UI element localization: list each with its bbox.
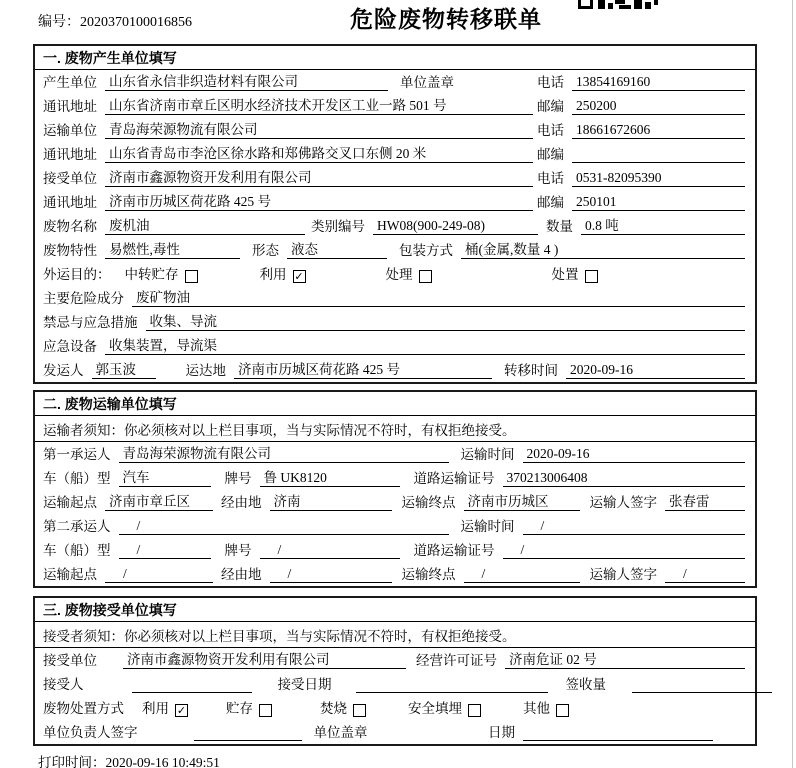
carrier2-name-field: /: [119, 518, 449, 535]
section-2-heading: 二. 废物运输单位填写: [35, 392, 755, 416]
checkbox-utilize-2-checked-icon: ✓: [176, 704, 187, 717]
consignor-row: [35, 358, 755, 382]
precaution-row: [35, 310, 755, 334]
option-label: 处置: [551, 267, 579, 282]
purpose-row: [35, 262, 755, 286]
zip-label: 邮编: [537, 195, 564, 210]
carrier1-name-field: 青岛海荣源物流有限公司: [119, 446, 449, 463]
terminus-label: 运输终点: [401, 567, 456, 582]
transporter-phone-field: 18661672606: [572, 122, 745, 139]
option-label: 贮存: [226, 701, 253, 716]
precaution-field: 收集、导流: [146, 314, 746, 331]
origin-label: 运输起点: [43, 495, 97, 510]
transfer-time-label: 转移时间: [504, 363, 558, 378]
waste-traits-field: 易燃性,毒性: [105, 242, 240, 259]
qr-code-fragment-icon: [578, 0, 658, 9]
transporter-notice-row: [35, 416, 755, 442]
quantity-field: 0.8 吨: [581, 218, 745, 235]
disposal-option-incinerate: [320, 701, 366, 717]
waste-name-row: [35, 214, 755, 238]
serial-label: 编号：: [38, 15, 80, 30]
section-1-heading: 一. 废物产生单位填写: [35, 46, 755, 70]
receiver-unit-field: 济南市鑫源物资开发利用有限公司: [123, 652, 406, 669]
title-wrap: [96, 1, 796, 34]
receiver-notice-text: 你必须核对以上栏目事项，当与实际情况不符时，有权拒绝接受。: [124, 628, 516, 644]
hazard-row: [35, 286, 755, 310]
destination-field: 济南市历城区荷花路 425 号: [234, 362, 492, 379]
purpose-option-utilize: [260, 267, 306, 283]
receive-date-field: [356, 677, 548, 693]
disposal-option-store: [226, 701, 272, 717]
category-code-label: 类别编号: [311, 219, 365, 234]
address-label: 通讯地址: [43, 195, 97, 210]
transporter-label: 运输单位: [43, 123, 97, 138]
equipment-row: [35, 334, 755, 358]
transporter-signature-label: 运输人签字: [589, 567, 657, 582]
receiver-row: [35, 166, 755, 190]
checkbox-dispose-icon: [585, 270, 598, 283]
checkbox-treat-icon: [419, 270, 432, 283]
producer-address-row: [35, 94, 755, 118]
transporter-notice-label: 运输者须知：: [43, 422, 124, 438]
via2-field: /: [270, 566, 392, 583]
transporter-notice-text: 你必须核对以上栏目事项，当与实际情况不符时，有权拒绝接受。: [124, 422, 516, 438]
receiver-name-field: 济南市鑫源物资开发利用有限公司: [105, 170, 533, 187]
date-field: [523, 725, 713, 741]
form-label: 形态: [252, 243, 279, 258]
plate-label: 牌号: [224, 543, 252, 558]
packing-label: 包装方式: [399, 243, 453, 258]
hazard-field: 废矿物油: [132, 290, 745, 307]
section-3-heading: 三. 废物接受单位填写: [35, 598, 755, 622]
disposal-option-other: [523, 701, 569, 717]
disposal-option-utilize: [142, 701, 188, 717]
carrier1-row: [35, 442, 755, 466]
phone-label: 电话: [537, 75, 564, 90]
hazard-label: 主要危险成分: [43, 291, 124, 306]
recipient-row: [35, 672, 755, 696]
option-label: 中转贮存: [124, 267, 179, 282]
checkbox-transfer-storage-icon: [185, 270, 198, 283]
unit-seal-label-2: 单位盖章: [313, 725, 368, 740]
permit-label: 经营许可证号: [416, 653, 497, 668]
purpose-option-treat: [386, 267, 432, 283]
section-transporter: [33, 390, 757, 588]
recipient-label: 接受人: [43, 677, 84, 692]
permit-field: 济南危证 02 号: [505, 652, 745, 669]
road-license-label: 道路运输证号: [413, 471, 495, 486]
vehicle1-type-field: 汽车: [119, 470, 211, 487]
route2-row: [35, 562, 755, 586]
receiver-phone-field: 0531-82095390: [572, 170, 745, 187]
quantity-label: 数量: [546, 219, 573, 234]
receiver-address-field: 济南市历城区荷花路 425 号: [105, 194, 533, 211]
print-time-label: 打印时间：: [38, 755, 106, 768]
receiver-notice-label: 接受者须知：: [43, 628, 124, 644]
option-label: 处理: [385, 267, 413, 282]
vehicle-type-label: 车（船）型: [43, 543, 111, 558]
license2-field: /: [503, 542, 746, 559]
route1-row: [35, 490, 755, 514]
consignor-field: 郭玉波: [92, 362, 156, 379]
plate2-field: /: [260, 542, 400, 559]
origin2-field: /: [105, 566, 213, 583]
head-signature-label: 单位负责人签字: [43, 725, 138, 740]
transfer-time-field: 2020-09-16: [566, 362, 745, 379]
checkbox-incinerate-icon: [353, 704, 366, 717]
equipment-label: 应急设备: [43, 339, 97, 354]
transporter-zip-field: [572, 147, 745, 163]
road-license-label: 道路运输证号: [413, 543, 495, 558]
origin-label: 运输起点: [43, 567, 97, 582]
purpose-option-dispose: [552, 267, 598, 283]
transporter-name-field: 青岛海荣源物流有限公司: [105, 122, 533, 139]
form-field: 液态: [287, 242, 387, 259]
terminus2-field: /: [464, 566, 580, 583]
license1-field: 370213006408: [503, 470, 746, 487]
transporter-row: [35, 118, 755, 142]
head-signature-field: [194, 725, 302, 741]
section-producer: [33, 44, 757, 384]
waste-traits-label: 废物特性: [43, 243, 97, 258]
signature-row: [35, 720, 755, 744]
signed-amount-label: 签收量: [565, 677, 606, 692]
receiver-label: 接受单位: [43, 171, 97, 186]
phone-label: 电话: [537, 171, 564, 186]
disposal-option-landfill: [408, 701, 481, 717]
zip-label: 邮编: [537, 147, 564, 162]
section-receiver: [33, 596, 757, 746]
unit-seal-label: 单位盖章: [400, 75, 454, 90]
equipment-field: 收集装置，导流渠: [105, 338, 745, 355]
carrier2-row: [35, 514, 755, 538]
terminus-label: 运输终点: [401, 495, 456, 510]
transporter-address-row: [35, 142, 755, 166]
category-code-field: HW08(900-249-08): [373, 218, 538, 235]
signature1-field: 张春雷: [665, 494, 745, 511]
address-label: 通讯地址: [43, 147, 97, 162]
producer-row: [35, 70, 755, 94]
via-label: 经由地: [221, 495, 262, 510]
disposal-method-label: 废物处置方式: [43, 701, 124, 716]
via1-field: 济南: [270, 494, 392, 511]
option-label: 利用: [259, 267, 287, 282]
checkbox-other-icon: [556, 704, 569, 717]
recipient-field: [132, 677, 252, 693]
plate-label: 牌号: [224, 471, 252, 486]
vehicle1-row: [35, 466, 755, 490]
receive-date-label: 接受日期: [277, 677, 332, 692]
disposal-row: [35, 696, 755, 720]
date-label: 日期: [488, 725, 515, 740]
plate1-field: 鲁 UK8120: [260, 470, 400, 487]
signed-amount-field: [632, 677, 772, 693]
via-label: 经由地: [221, 567, 262, 582]
option-label: 其他: [523, 701, 550, 716]
carrier1-label: 第一承运人: [43, 447, 111, 462]
receiver-address-row: [35, 190, 755, 214]
waste-traits-row: [35, 238, 755, 262]
vehicle-type-label: 车（船）型: [43, 471, 111, 486]
print-time-line: [38, 751, 796, 768]
waste-name-field: 废机油: [105, 218, 305, 235]
print-time-value: 2020-09-16 10:49:51: [105, 755, 220, 768]
serial-number: 2020370100016856: [80, 15, 192, 30]
purpose-option-transfer-storage: [125, 267, 198, 283]
packing-field: 桶(金属,数量 4 ): [461, 242, 745, 259]
producer-name-field: 山东省永信非织造材料有限公司: [105, 74, 388, 91]
carrier1-time-field: 2020-09-16: [523, 446, 746, 463]
producer-zip-field: 250200: [572, 98, 745, 115]
page-title: 危险废物转移联单: [350, 6, 542, 32]
checkbox-store-icon: [259, 704, 272, 717]
origin1-field: 济南市章丘区: [105, 494, 213, 511]
receiver-zip-field: 250101: [572, 194, 745, 211]
precaution-label: 禁忌与应急措施: [43, 315, 138, 330]
transport-time-label: 运输时间: [460, 447, 515, 462]
transporter-address-field: 山东省青岛市李沧区徐水路和郑佛路交叉口东侧 20 米: [105, 146, 533, 163]
option-label: 利用: [142, 701, 169, 716]
zip-label: 邮编: [537, 99, 564, 114]
producer-address-field: 山东省济南市章丘区明水经济技术开发区工业一路 501 号: [105, 98, 533, 115]
vehicle2-row: [35, 538, 755, 562]
page-header: [0, 0, 796, 44]
phone-label: 电话: [537, 123, 564, 138]
signature2-field: /: [665, 566, 745, 583]
checkbox-landfill-icon: [468, 704, 481, 717]
receiver-notice-row: [35, 622, 755, 648]
option-label: 安全填埋: [408, 701, 462, 716]
transporter-signature-label: 运输人签字: [589, 495, 657, 510]
checkbox-utilize-checked-icon: ✓: [294, 270, 304, 283]
receiver-unit-label: 接受单位: [43, 653, 97, 668]
receiver-unit-row: [35, 648, 755, 672]
purpose-label: 外运目的：: [43, 267, 111, 282]
vehicle2-type-field: /: [119, 542, 211, 559]
address-label: 通讯地址: [43, 99, 97, 114]
transport-time-label: 运输时间: [460, 519, 515, 534]
producer-label: 产生单位: [43, 75, 97, 90]
carrier2-time-field: /: [523, 518, 746, 535]
option-label: 焚烧: [320, 701, 347, 716]
consignor-label: 发运人: [43, 363, 84, 378]
destination-label: 运达地: [185, 363, 226, 378]
carrier2-label: 第二承运人: [43, 519, 111, 534]
producer-phone-field: 13854169160: [572, 74, 745, 91]
waste-name-label: 废物名称: [43, 219, 97, 234]
terminus1-field: 济南市历城区: [464, 494, 580, 511]
